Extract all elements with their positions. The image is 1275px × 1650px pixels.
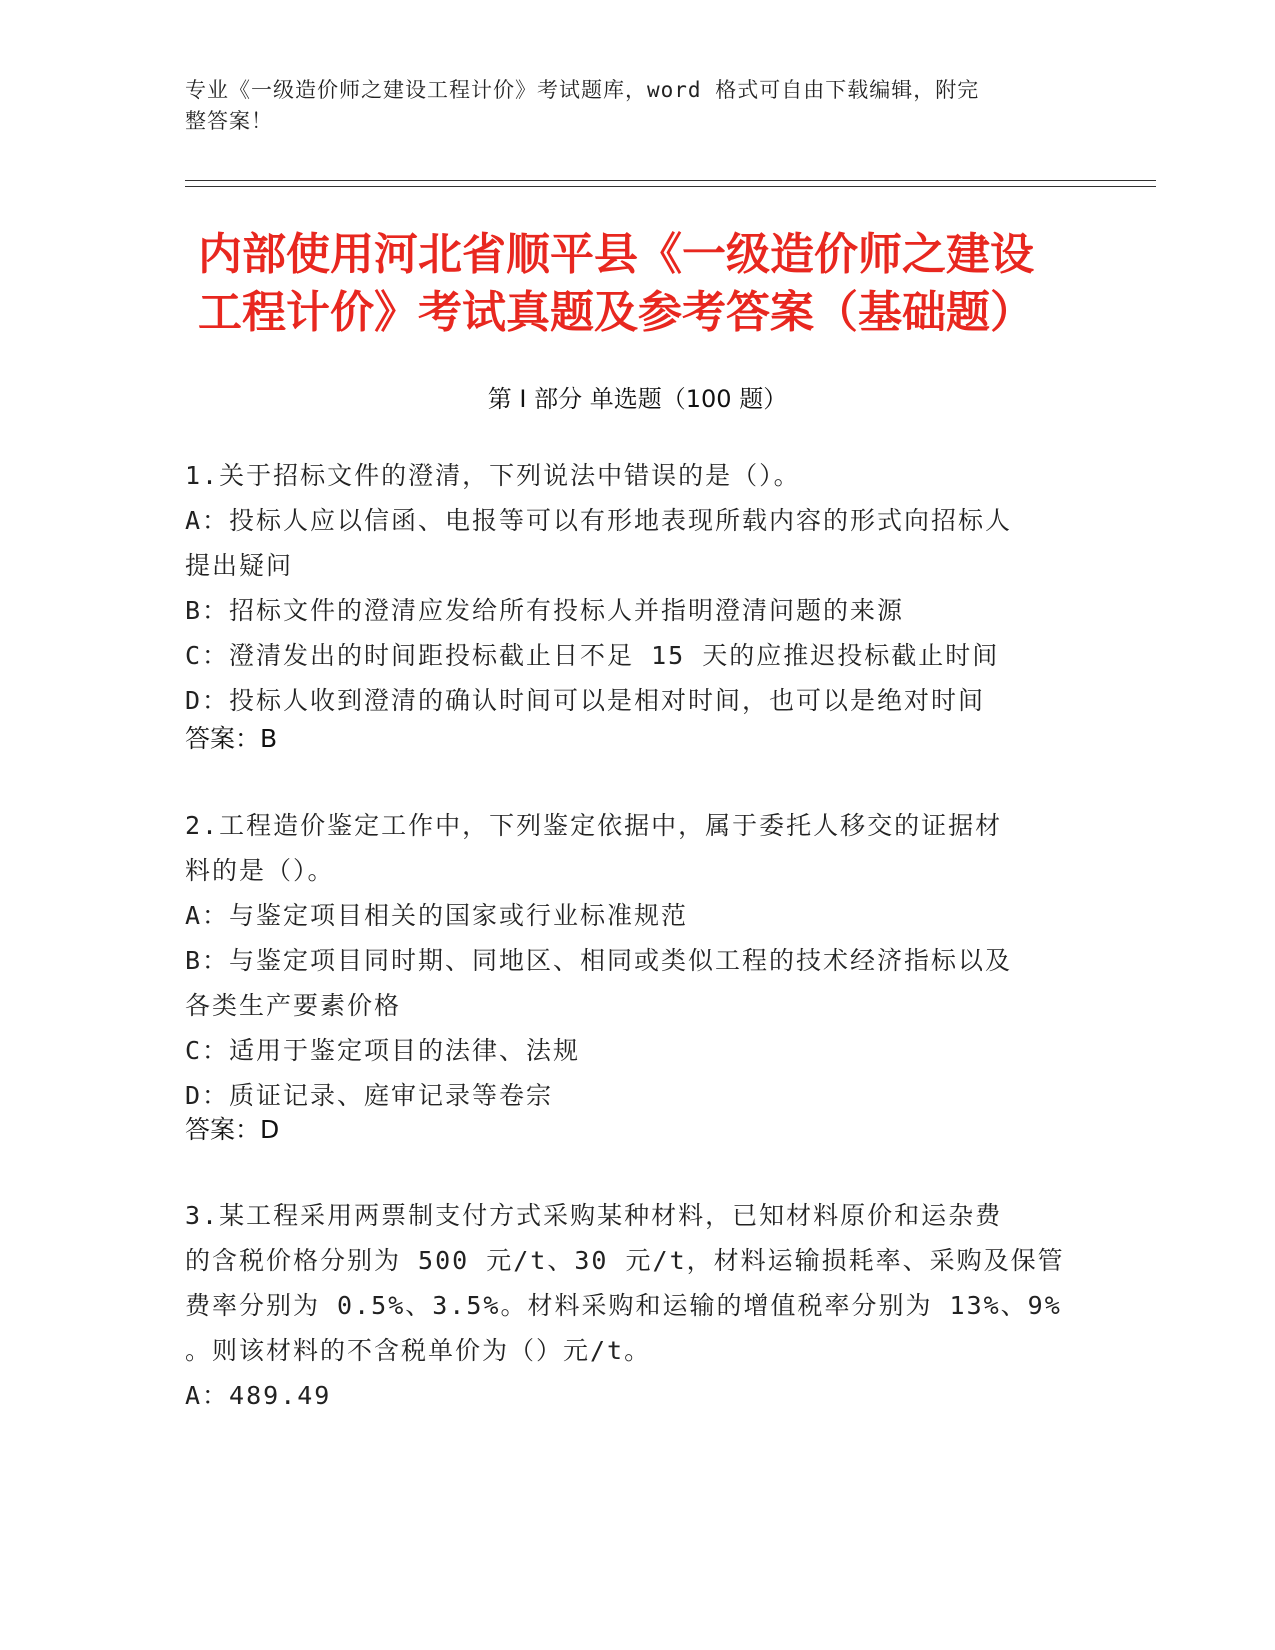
header-note	[185, 75, 1085, 137]
question-1-answer: 答案：B	[185, 724, 278, 753]
question-2-stem-line-2: 料的是（）。	[185, 856, 335, 885]
header-note-line-1: 专业《一级造价师之建设工程计价》考试题库，word 格式可自由下载编辑，附完	[185, 78, 980, 102]
section-heading: 第 I 部分 单选题（100 题）	[487, 385, 788, 413]
question-3-stem-line-3: 费率分别为 0.5%、3.5%。材料采购和运输的增值税率分别为 13%、9%	[185, 1291, 1062, 1320]
question-1-option-c: C：澄清发出的时间距投标截止日不足 15 天的应推迟投标截止时间	[185, 641, 1000, 670]
question-1-stem: 1.关于招标文件的澄清，下列说法中错误的是（）。	[185, 461, 801, 490]
document-title-line-2: 工程计价》考试真题及参考答案（基础题）	[198, 287, 1034, 338]
question-2-option-c: C：适用于鉴定项目的法律、法规	[185, 1036, 581, 1065]
question-2-option-a: A：与鉴定项目相关的国家或行业标准规范	[185, 901, 689, 930]
header-note-line-2: 整答案！	[185, 109, 273, 133]
question-2	[185, 803, 1065, 1118]
question-1	[185, 453, 1065, 723]
document-title-line-1: 内部使用河北省顺平县《一级造价师之建设	[198, 229, 1034, 280]
question-2-answer: 答案：D	[185, 1115, 280, 1144]
header-divider-top	[185, 180, 1156, 181]
question-2-stem-line-1: 2.工程造价鉴定工作中，下列鉴定依据中，属于委托人移交的证据材	[185, 811, 1003, 840]
question-3-option-a: A：489.49	[185, 1381, 332, 1410]
question-3-stem-line-2: 的含税价格分别为 500 元/t、30 元/t，材料运输损耗率、采购及保管	[185, 1246, 1065, 1275]
question-2-option-b-line-2: 各类生产要素价格	[185, 991, 402, 1020]
question-3-stem-line-1: 3.某工程采用两票制支付方式采购某种材料，已知材料原价和运杂费	[185, 1201, 1003, 1230]
question-1-option-a-line-2: 提出疑问	[185, 551, 294, 580]
question-1-option-b: B：招标文件的澄清应发给所有投标人并指明澄清问题的来源	[185, 596, 905, 625]
question-3-stem-line-4: 。则该材料的不含税单价为（）元/t。	[185, 1336, 652, 1365]
question-3	[185, 1193, 1065, 1418]
header-divider-bottom	[185, 186, 1156, 187]
document-title	[198, 226, 1098, 342]
question-2-option-d: D：质证记录、庭审记录等卷宗	[185, 1081, 554, 1110]
question-2-option-b-line-1: B：与鉴定项目同时期、同地区、相同或类似工程的技术经济指标以及	[185, 946, 1013, 975]
question-1-option-d: D：投标人收到澄清的确认时间可以是相对时间，也可以是绝对时间	[185, 686, 986, 715]
question-1-option-a-line-1: A：投标人应以信函、电报等可以有形地表现所载内容的形式向招标人	[185, 506, 1013, 535]
